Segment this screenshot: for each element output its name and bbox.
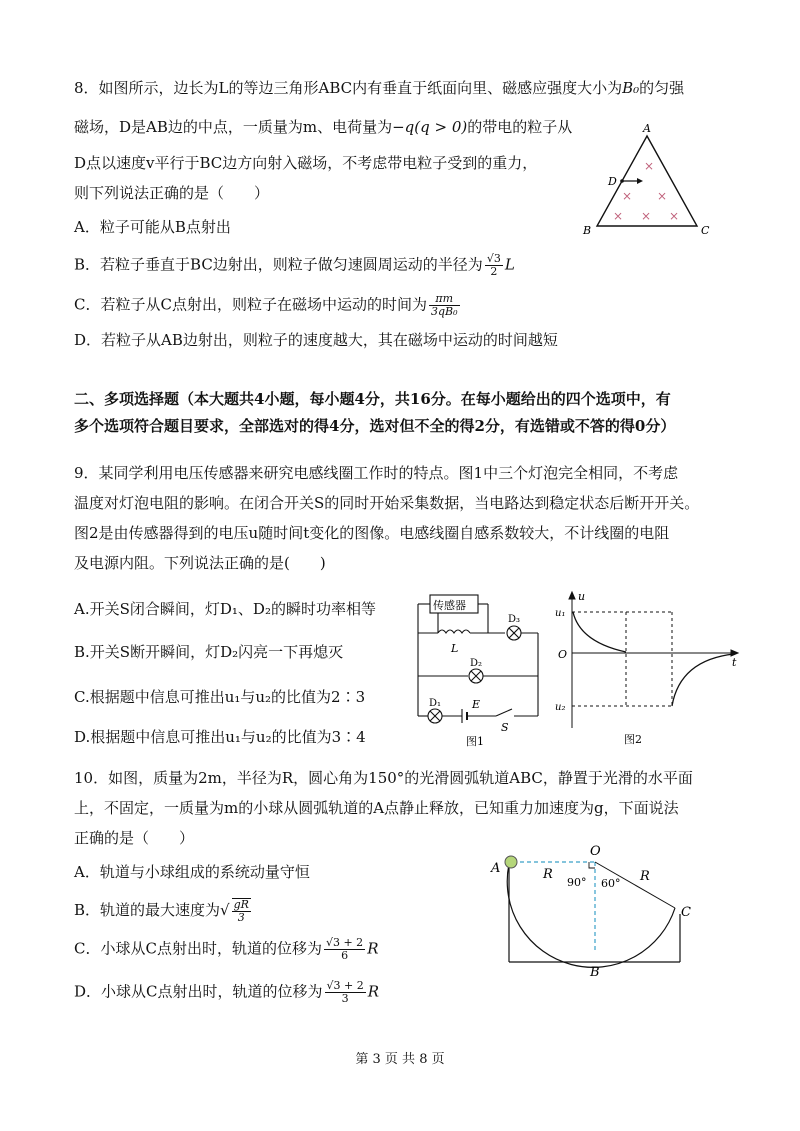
label-c: C [681,905,691,920]
label-u2: u₂ [555,702,566,713]
field-mark-6: × [669,209,680,223]
q8-option-d: D．若粒子从AB边射出，则粒子的速度越大，其在磁场中运动的时间越短 [74,331,558,349]
q8-charge: −q(q > 0) [392,118,468,136]
switch-s [496,709,512,716]
fig2-caption: 图2 [624,733,642,746]
field-mark-4: × [613,209,624,223]
label-c: C [701,224,710,237]
q9-option-a: A.开关S闭合瞬间，灯D₁、D₂的瞬时功率相等 [74,600,376,618]
q8-line2: 磁场，D是AB边的中点，一质量为m、电荷量为−q(q > 0)的带电的粒子从 [74,118,573,136]
q8-line1: 8．如图所示，边长为L的等边三角形ABC内有垂直于纸面向里、磁感应强度大小为B₀的匀强 [74,79,685,97]
decay-curve-positive [573,612,626,652]
q10-option-b-sqrt: √ $\frac{gR}{3}$ [220,898,249,924]
page-footer: 第 3 页 共 8 页 [355,1052,445,1067]
label-a: A [643,122,651,135]
label-o: O [590,844,601,859]
label-t: t [732,656,737,669]
field-mark-5: × [641,209,652,223]
q10-option-c: C．小球从C点射出时，轨道的位移为 $\frac{√3 + 2}{6}$ R [74,936,379,962]
field-mark-1: × [644,159,655,173]
label-angle-90: 90° [567,876,587,889]
q10-option-c-fraction: $\frac{√3 + 2}{6}$ [325,936,364,962]
q8-triangle-figure [575,118,725,243]
q8-line3: D点以速度v平行于BC边方向射入磁场，不考虑带电粒子受到的重力， [74,154,538,172]
label-b: B [583,224,592,237]
label-l: L [451,642,459,655]
q9-option-c: C.根据题中信息可推出u₁与u₂的比值为2∶3 [74,688,366,706]
sensor-label: 传感器 [433,599,466,612]
q10-arc-track-figure [485,838,700,978]
label-u: u [578,590,586,603]
label-origin: O [558,648,568,661]
decay-curve-negative [672,654,734,706]
q10-option-d-fraction: $\frac{√3 + 2}{3}$ [326,979,364,1005]
ball-icon [505,856,517,868]
label-d: D [608,175,617,188]
q10-line1: 10．如图，质量为2m，半径为R，圆心角为150°的光滑圆弧轨道ABC，静置于光滑的水平面 [74,769,693,787]
label-r1: R [543,867,553,882]
label-e: E [472,698,481,711]
q8-line4: 则下列说法正确的是（ ） [74,184,270,202]
q10-option-b: B．轨道的最大速度为√ $\frac{gR}{3}$ [74,898,253,924]
q8-option-c-fraction: $\frac{\pi m}{\text{3qB₀}}$ [430,292,458,318]
label-d1: D₁ [429,698,442,709]
velocity-arrowhead [637,178,643,184]
label-u1: u₁ [555,608,566,619]
q9-circuit-figure [408,590,548,750]
q10-option-d: D．小球从C点射出时，轨道的位移为 $\frac{√3 + 2}{3}$ R [74,979,380,1005]
q9-line1: 9．某同学利用电压传感器来研究电感线圈工作时的特点。图1中三个灯泡完全相同，不考虑 [74,464,679,482]
q8-option-b: B．若粒子垂直于BC边射出，则粒子做匀速圆周运动的半径为 $\frac{√3}{2}$ L [74,252,515,278]
inductor-coil [438,630,470,633]
field-mark-3: × [657,189,668,203]
section2-line2: 多个选项符合题目要求，全部选对的得4分，选对但不全的得2分，有选错或不答的得0分） [74,417,676,435]
label-angle-60: 60° [601,877,621,890]
q9-voltage-graph [552,588,742,750]
q8-option-c: C．若粒子从C点射出，则粒子在磁场中运动的时间为 $\frac{\pi m}{\text{3qB₀}}$ [74,292,458,318]
q9-line3: 图2是由传感器得到的电压u随时间t变化的图像。电感线圈自感系数较大，不计线圈的电阻 [74,524,670,542]
label-a: A [491,861,501,876]
field-mark-2: × [622,189,633,203]
q8-option-b-fraction: $\frac{√3}{2}$ [486,252,501,278]
section2-line1: 二、多项选择题（本大题共4小题，每小题4分，共16分。在每小题给出的四个选项中，有 [74,390,671,408]
label-d3: D₃ [508,614,521,625]
q9-option-b: B.开关S断开瞬间，灯D₂闪亮一下再熄灭 [74,643,344,661]
q9-line4: 及电源内阻。下列说法正确的是( ) [74,554,326,572]
q8-b0: B₀ [622,79,640,97]
label-r2: R [640,869,650,884]
q10-option-a: A．轨道与小球组成的系统动量守恒 [74,863,310,881]
right-angle-mark [589,862,595,868]
label-s: S [501,721,509,734]
q9-line2: 温度对灯泡电阻的影响。在闭合开关S的同时开始采集数据，当电路达到稳定状态后断开开关。 [74,494,700,512]
fig1-caption: 图1 [466,735,484,748]
label-d2: D₂ [470,658,483,669]
arc-abc [507,864,675,967]
q10-line3: 正确的是（ ） [74,829,195,847]
q10-line2: 上，不固定，一质量为m的小球从圆弧轨道的A点静止释放，已知重力加速度为g，下面说法 [74,799,679,817]
q9-option-d: D.根据题中信息可推出u₁与u₂的比值为3∶4 [74,728,366,746]
q8-option-a: A．粒子可能从B点射出 [74,218,231,236]
label-b: B [590,965,600,978]
